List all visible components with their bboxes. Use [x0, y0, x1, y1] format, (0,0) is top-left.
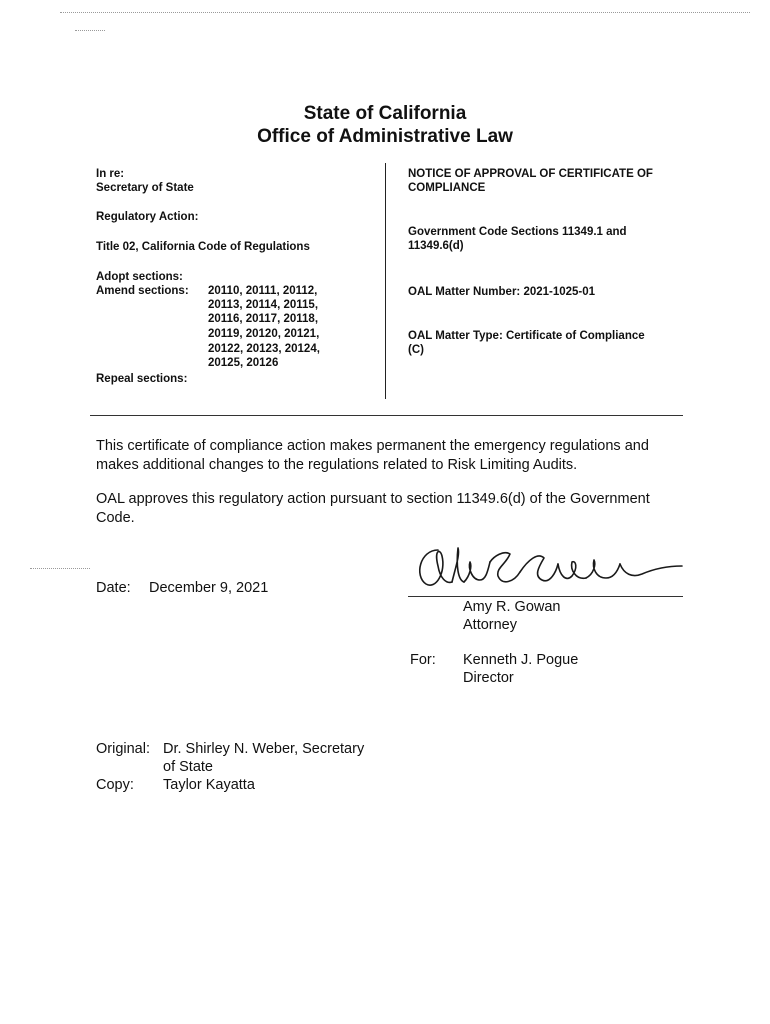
- original-label: Original:: [96, 741, 150, 757]
- date-value: December 9, 2021: [149, 580, 269, 596]
- amend-sections-label: Amend sections:: [96, 285, 189, 297]
- gov-code-line2: 11349.6(d): [408, 240, 464, 252]
- director-name: Kenneth J. Pogue: [463, 652, 579, 668]
- amend-sections-line: 20110, 20111, 20112,: [208, 285, 318, 297]
- amend-sections-line: 20122, 20123, 20124,: [208, 343, 320, 355]
- director-title: Director: [463, 670, 514, 686]
- amend-sections-line: 20116, 20117, 20118,: [208, 313, 319, 325]
- original-recipient-line1: Dr. Shirley N. Weber, Secretary: [163, 741, 365, 757]
- date-label: Date:: [96, 580, 131, 596]
- amend-sections-line: 20125, 20126: [208, 357, 279, 369]
- oal-matter-type-line2: (C): [408, 344, 424, 356]
- regulatory-action-label: Regulatory Action:: [96, 211, 199, 223]
- scan-noise-top: [60, 12, 750, 14]
- gov-code-line1: Government Code Sections 11349.1 and: [408, 226, 627, 238]
- adopt-sections-label: Adopt sections:: [96, 271, 183, 283]
- section-divider: [90, 415, 683, 416]
- paragraph-2-line2: Code.: [96, 510, 135, 526]
- amend-sections-line: 20113, 20114, 20115,: [208, 299, 319, 311]
- scan-noise-top-2: [75, 30, 105, 32]
- page-title-office: Office of Administrative Law: [257, 126, 513, 147]
- in-re-value: Secretary of State: [96, 182, 194, 194]
- oal-matter-number: OAL Matter Number: 2021-1025-01: [408, 286, 596, 298]
- original-recipient-line2: of State: [163, 759, 213, 775]
- for-label: For:: [410, 652, 436, 668]
- repeal-sections-label: Repeal sections:: [96, 373, 188, 385]
- signer-name: Amy R. Gowan: [463, 599, 561, 615]
- signature-line: [408, 596, 683, 597]
- notice-heading-line1: NOTICE OF APPROVAL OF CERTIFICATE OF: [408, 168, 653, 180]
- scan-noise-left: [30, 568, 90, 570]
- in-re-label: In re:: [96, 168, 125, 180]
- paragraph-2-line1: OAL approves this regulatory action pursuant to section 11349.6(d) of the Government: [96, 491, 650, 507]
- page-title-state: State of California: [303, 103, 467, 124]
- signer-title: Attorney: [463, 617, 517, 633]
- amend-sections-line: 20119, 20120, 20121,: [208, 328, 320, 340]
- notice-heading-line2: COMPLIANCE: [408, 182, 486, 194]
- vertical-divider: [385, 163, 386, 399]
- title-reference: Title 02, California Code of Regulations: [96, 241, 310, 253]
- paragraph-1-line1: This certificate of compliance action makes permanent the emergency regulations and: [96, 438, 649, 454]
- copy-recipient: Taylor Kayatta: [163, 777, 255, 793]
- paragraph-1-line2: makes additional changes to the regulations related to Risk Limiting Audits.: [96, 457, 578, 473]
- handwritten-signature: [410, 536, 685, 594]
- oal-matter-type-line1: OAL Matter Type: Certificate of Compliance: [408, 330, 645, 342]
- copy-label: Copy:: [96, 777, 134, 793]
